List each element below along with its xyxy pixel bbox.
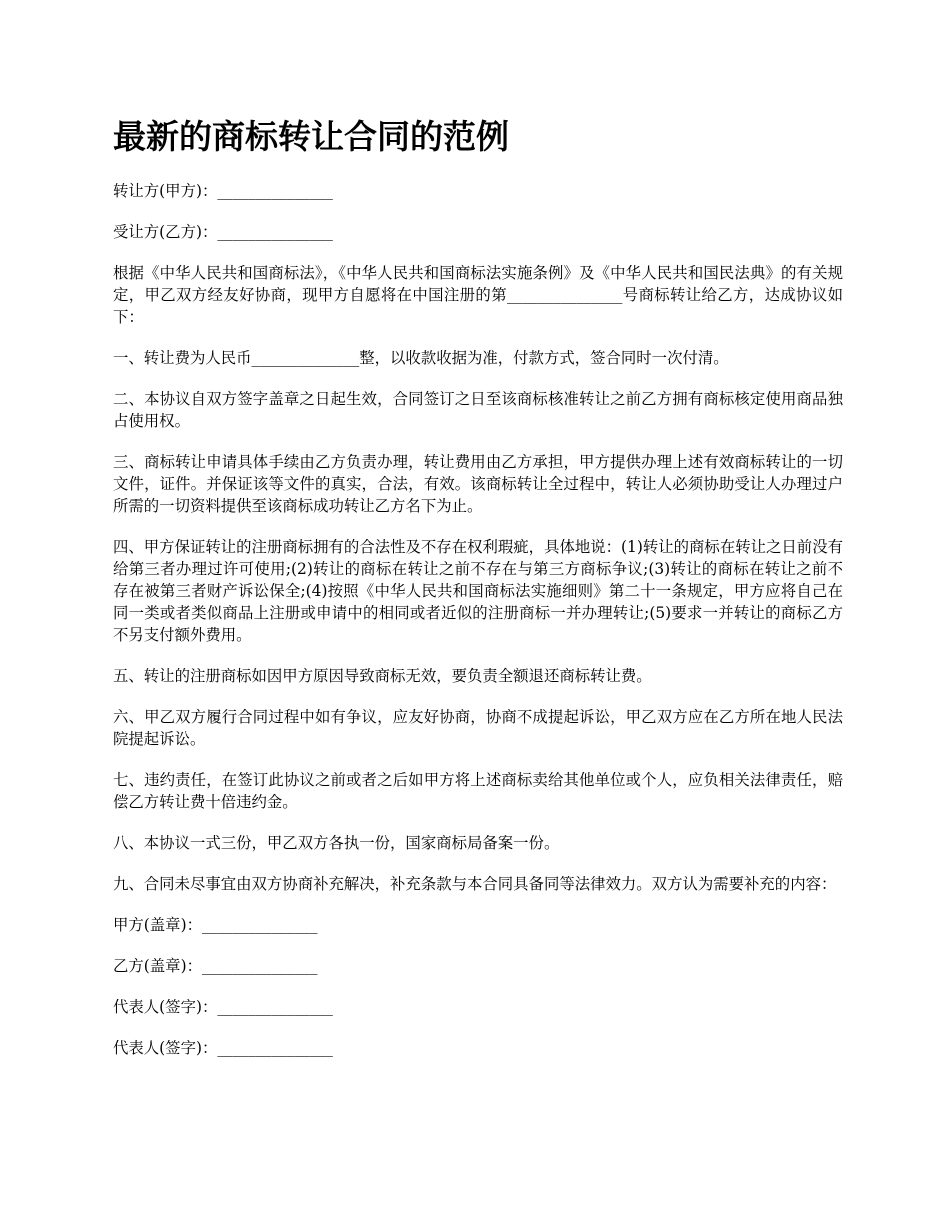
clause-5: 五、转让的注册商标如因甲方原因导致商标无效，要负责全额退还商标转让费。 bbox=[113, 667, 652, 685]
transferee-blank: _______________ bbox=[217, 223, 333, 241]
representative-b-blank: _______________ bbox=[217, 1039, 333, 1057]
party-b-seal-field bbox=[113, 955, 843, 977]
clause-9: 九、合同未尽事宜由双方协商补充解决，补充条款与本合同具备同等法律效力。双方认为需要补充的内容： bbox=[113, 875, 837, 893]
party-a-seal-field bbox=[113, 914, 843, 936]
clause-3: 三、商标转让申请具体手续由乙方负责办理，转让费用由乙方承担，甲方提供办理上述有效商标转让的一切文件，证件。并保证该等文件的真实，合法，有效。该商标转让全过程中，转让人必须协助受让人办理过户所需的一切资料提供至该商标成功转让乙方名下为止。 bbox=[113, 453, 843, 515]
representative-a-signature-field bbox=[113, 996, 843, 1018]
transferor-label: 转让方(甲方)： bbox=[113, 182, 218, 200]
transferor-field bbox=[113, 180, 843, 202]
representative-b-signature-field bbox=[113, 1037, 843, 1059]
transferee-label: 受让方(乙方)： bbox=[113, 223, 218, 241]
document-page bbox=[113, 112, 843, 1078]
representative-b-label: 代表人(签字)： bbox=[113, 1039, 218, 1057]
clause-1: 一、转让费为人民币______________整，以收款收据为准，付款方式，签合同时一次付清。 bbox=[113, 349, 729, 367]
clause-4: 四、甲方保证转让的注册商标拥有的合法性及不存在权利瑕疵，具体地说：(1)转让的商标在转让之日前没有给第三者办理过许可使用;(2)转让的商标在转让之前不存在与第三方商标争议;(3)转让的商标在转让之前不存在被第三者财产诉讼保全;(4)按照《中华人民共和国商标法实施细则》第二十一条规定，甲方应将自己在同一类或者类似商品上注册或申请中的相同或者近似的注册商标一并办理转让;(5)要求一并转让的商标乙方不另支付额外费用。 bbox=[113, 538, 843, 644]
representative-a-blank: _______________ bbox=[217, 998, 333, 1016]
clause-8: 八、本协议一式三份，甲乙双方各执一份，国家商标局备案一份。 bbox=[113, 834, 560, 852]
party-b-seal-blank: _______________ bbox=[201, 957, 318, 975]
preamble-paragraph: 根据《中华人民共和国商标法》，《中华人民共和国商标法实施条例》及《中华人民共和国民法典》的有关规定，甲乙双方经友好协商，现甲方自愿将在中国注册的第_______________号商标转让给乙方，达成协议如下： bbox=[113, 264, 843, 326]
clause-6: 六、甲乙双方履行合同过程中如有争议，应友好协商，协商不成提起诉讼，甲乙双方应在乙方所在地人民法院提起诉讼。 bbox=[113, 708, 843, 748]
transferor-blank: _______________ bbox=[217, 182, 333, 200]
party-a-seal-label: 甲方(盖章)： bbox=[113, 916, 202, 934]
clause-7: 七、违约责任，在签订此协议之前或者之后如甲方将上述商标卖给其他单位或个人，应负相关法律责任，赔偿乙方转让费十倍违约金。 bbox=[113, 771, 843, 811]
clause-2: 二、本协议自双方签字盖章之日起生效，合同签订之日至该商标核准转让之前乙方拥有商标核定使用商品独占使用权。 bbox=[113, 390, 843, 430]
representative-a-label: 代表人(签字)： bbox=[113, 998, 218, 1016]
party-b-seal-label: 乙方(盖章)： bbox=[113, 957, 202, 975]
document-title: 最新的商标转让合同的范例 bbox=[113, 117, 509, 156]
transferee-field bbox=[113, 221, 843, 243]
party-a-seal-blank: _______________ bbox=[201, 916, 318, 934]
